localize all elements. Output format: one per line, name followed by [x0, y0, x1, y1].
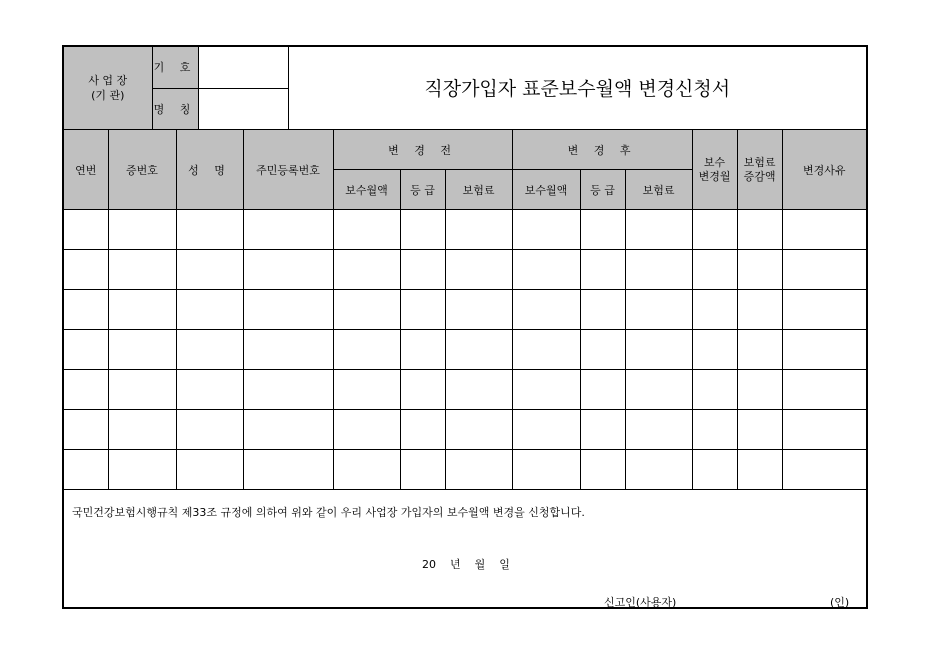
table-cell[interactable] [625, 250, 692, 290]
table-row [64, 290, 866, 330]
table-cell[interactable] [64, 450, 108, 490]
table-cell[interactable] [625, 410, 692, 450]
table-cell[interactable] [400, 210, 445, 250]
table-cell[interactable] [64, 290, 108, 330]
code-value-cell[interactable] [198, 47, 288, 88]
date-line: 20 년 월 일 [422, 558, 510, 571]
table-cell[interactable] [108, 330, 176, 370]
form-footer [64, 490, 866, 607]
table-cell[interactable] [580, 370, 625, 410]
col-after-group: 변 경 후 [512, 130, 692, 170]
table-cell[interactable] [333, 410, 400, 450]
table-cell[interactable] [108, 250, 176, 290]
table-cell[interactable] [512, 450, 580, 490]
table-row [64, 250, 866, 290]
table-cell[interactable] [243, 290, 333, 330]
col-change-month: 보수 변경월 [692, 130, 737, 210]
table-cell[interactable] [692, 250, 737, 290]
table-cell[interactable] [243, 250, 333, 290]
table-cell[interactable] [176, 210, 243, 250]
table-cell[interactable] [625, 290, 692, 330]
table-cell[interactable] [445, 290, 512, 330]
col-cert-no: 증번호 [108, 130, 176, 210]
table-cell[interactable] [692, 370, 737, 410]
col-after-premium: 보험료 [625, 170, 692, 210]
table-cell[interactable] [445, 370, 512, 410]
table-cell[interactable] [445, 450, 512, 490]
table-cell[interactable] [64, 210, 108, 250]
application-form [62, 45, 868, 609]
table-cell[interactable] [445, 330, 512, 370]
table-cell[interactable] [108, 450, 176, 490]
table-cell[interactable] [737, 290, 782, 330]
table-cell[interactable] [176, 250, 243, 290]
table-cell[interactable] [692, 330, 737, 370]
table-row [64, 450, 866, 490]
table-cell[interactable] [400, 370, 445, 410]
table-cell[interactable] [625, 450, 692, 490]
table-cell[interactable] [782, 370, 866, 410]
table-cell[interactable] [64, 410, 108, 450]
table-cell[interactable] [512, 410, 580, 450]
table-cell[interactable] [782, 250, 866, 290]
table-cell[interactable] [512, 210, 580, 250]
col-before-premium: 보험료 [445, 170, 512, 210]
table-cell[interactable] [176, 330, 243, 370]
table-cell[interactable] [692, 410, 737, 450]
table-cell[interactable] [692, 450, 737, 490]
table-cell[interactable] [782, 450, 866, 490]
col-seq: 연번 [64, 130, 108, 210]
table-cell[interactable] [333, 210, 400, 250]
form-title: 직장가입자 표준보수월액 변경신청서 [288, 47, 866, 129]
table-cell[interactable] [580, 410, 625, 450]
table-row [64, 210, 866, 250]
name-label: 명 칭 [152, 88, 198, 129]
table-cell[interactable] [333, 450, 400, 490]
table-cell[interactable] [737, 330, 782, 370]
applicant-label: 신고인(사용자) [604, 596, 677, 609]
table-cell[interactable] [692, 290, 737, 330]
table-cell[interactable] [243, 330, 333, 370]
table-cell[interactable] [625, 370, 692, 410]
table-cell[interactable] [108, 410, 176, 450]
declaration-text: 국민건강보험시행규칙 제33조 규정에 의하여 위와 같이 우리 사업장 가입자의 보수월액 변경을 신청합니다. [72, 506, 585, 519]
col-premium-diff: 보험료 증감액 [737, 130, 782, 210]
table-cell[interactable] [512, 370, 580, 410]
table-cell[interactable] [400, 290, 445, 330]
table-cell[interactable] [243, 410, 333, 450]
table-cell[interactable] [445, 210, 512, 250]
table-cell[interactable] [176, 410, 243, 450]
table-cell[interactable] [782, 210, 866, 250]
table-cell[interactable] [737, 210, 782, 250]
col-before-monthly-pay: 보수월액 [333, 170, 400, 210]
table-cell[interactable] [445, 410, 512, 450]
table-cell[interactable] [737, 450, 782, 490]
change-table [64, 129, 866, 490]
table-cell[interactable] [333, 250, 400, 290]
table-cell[interactable] [176, 290, 243, 330]
table-body [64, 210, 866, 490]
table-cell[interactable] [782, 290, 866, 330]
table-row [64, 330, 866, 370]
table-cell[interactable] [108, 290, 176, 330]
col-reason: 변경사유 [782, 130, 866, 210]
table-row [64, 410, 866, 450]
table-cell[interactable] [782, 330, 866, 370]
table-cell[interactable] [400, 450, 445, 490]
col-name: 성 명 [176, 130, 243, 210]
table-cell[interactable] [737, 410, 782, 450]
table-cell[interactable] [580, 450, 625, 490]
col-after-monthly-pay: 보수월액 [512, 170, 580, 210]
table-cell[interactable] [243, 210, 333, 250]
table-cell[interactable] [512, 290, 580, 330]
table-cell[interactable] [400, 410, 445, 450]
table-row [64, 370, 866, 410]
workplace-label: 사 업 장 (기 관) [64, 47, 152, 129]
table-cell[interactable] [333, 370, 400, 410]
form-header [64, 47, 866, 130]
table-cell[interactable] [737, 370, 782, 410]
col-before-grade: 등 급 [400, 170, 445, 210]
table-cell[interactable] [580, 330, 625, 370]
table-cell[interactable] [176, 450, 243, 490]
table-cell[interactable] [64, 370, 108, 410]
table-cell[interactable] [176, 370, 243, 410]
table-cell[interactable] [243, 450, 333, 490]
table-cell[interactable] [512, 330, 580, 370]
table-cell[interactable] [625, 330, 692, 370]
table-cell[interactable] [692, 210, 737, 250]
table-cell[interactable] [625, 210, 692, 250]
table-cell[interactable] [64, 250, 108, 290]
seal-label: (인) [830, 596, 850, 609]
table-cell[interactable] [445, 250, 512, 290]
table-cell[interactable] [333, 290, 400, 330]
table-cell[interactable] [108, 370, 176, 410]
table-cell[interactable] [400, 250, 445, 290]
table-cell[interactable] [782, 410, 866, 450]
col-resident-no: 주민등록번호 [243, 130, 333, 210]
table-cell[interactable] [512, 250, 580, 290]
table-cell[interactable] [580, 250, 625, 290]
col-before-group: 변 경 전 [333, 130, 512, 170]
code-label: 기 호 [152, 47, 198, 88]
table-cell[interactable] [737, 250, 782, 290]
table-cell[interactable] [333, 330, 400, 370]
table-cell[interactable] [580, 290, 625, 330]
table-cell[interactable] [108, 210, 176, 250]
col-after-grade: 등 급 [580, 170, 625, 210]
table-cell[interactable] [64, 330, 108, 370]
name-value-cell[interactable] [198, 88, 288, 129]
table-cell[interactable] [580, 210, 625, 250]
table-cell[interactable] [400, 330, 445, 370]
table-cell[interactable] [243, 370, 333, 410]
